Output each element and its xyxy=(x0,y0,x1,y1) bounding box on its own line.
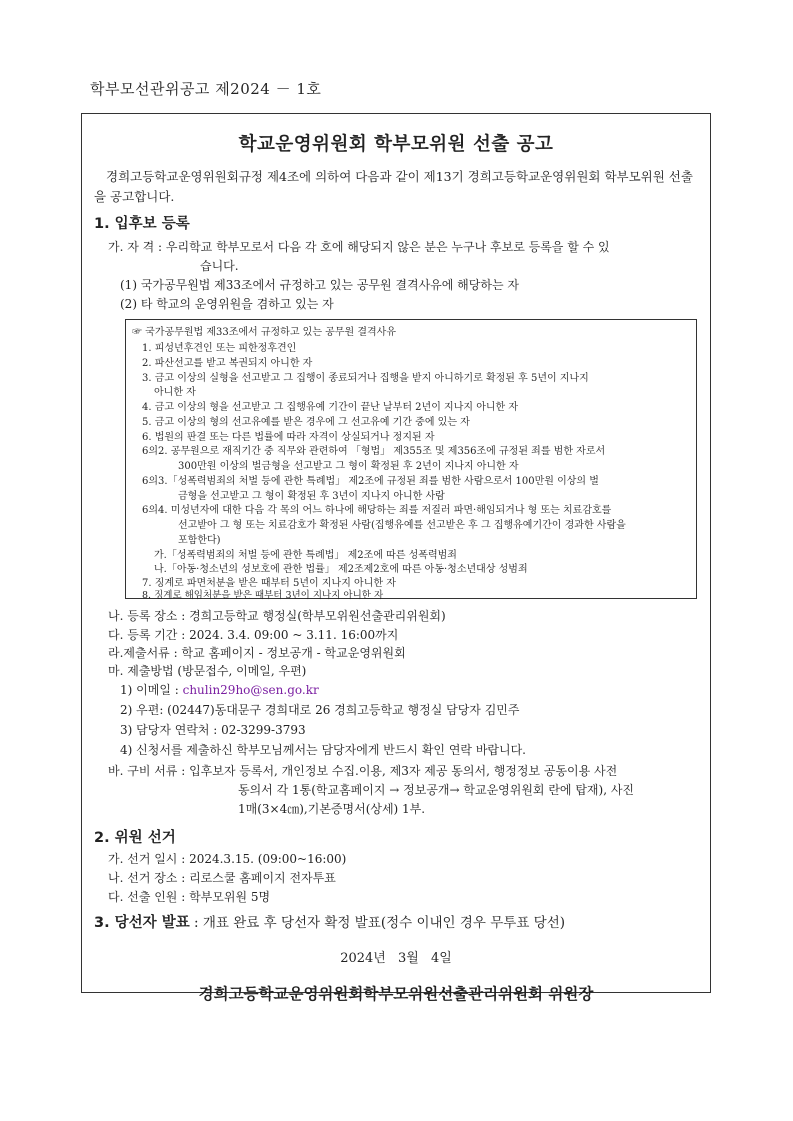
date-day: 4일 xyxy=(430,951,452,966)
box-line: 6. 법원의 판결 또는 다른 법률에 따라 자격이 상실되거나 정지된 자 xyxy=(142,432,435,443)
date-year: 2024년 xyxy=(340,951,386,966)
document-number: 학부모선관위공고 제2024 － 1호 xyxy=(90,80,322,98)
email-line xyxy=(120,681,319,698)
submission-documents: 라.제출서류 : 학교 홈페이지 - 정보공개 - 학교운영위원회 xyxy=(108,646,406,660)
announcement-date xyxy=(82,947,710,966)
intro-paragraph: 경희고등학교운영위원회규정 제4조에 의하여 다음과 같이 제13기 경희고등학교운영위원회 학부모위원 선출을 공고합니다. xyxy=(94,169,693,204)
required-documents-cont2: 1매(3×4㎝),기본증명서(상세) 1부. xyxy=(238,802,426,816)
box-line: 300만원 이상의 벌금형을 선고받고 그 형이 확정된 후 2년이 지나지 아니한 자 xyxy=(178,461,519,472)
box-line: 8. 징계로 해임처분을 받은 때부터 3년이 지나지 아니한 자 xyxy=(142,590,384,601)
box-line: 나.「아동·청소년의 성보호에 관한 법률」 제2조제2호에 따른 아동·청소년대상 성범죄 xyxy=(154,564,528,575)
box-line: 1. 피성년후견인 또는 피한정후견인 xyxy=(142,343,297,354)
qualification-item-1: (1) 국가공무원법 제33조에서 규정하고 있는 공무원 결격사유에 해당하는 자 xyxy=(120,278,519,292)
box-line: 아니한 자 xyxy=(154,387,196,398)
section3-text: : 개표 완료 후 당선자 확정 발표(정수 이내인 경우 무투표 당선) xyxy=(189,915,566,931)
section1-heading: 1. 입후보 등록 xyxy=(94,216,190,232)
box-line: 3. 금고 이상의 실형을 선고받고 그 집행이 종료되거나 집행을 받지 아니하기로 확정된 후 5년이 지나지 xyxy=(142,373,589,384)
box-line: 5. 금고 이상의 형의 선고유예를 받은 경우에 그 선고유예 기간 중에 있는 자 xyxy=(142,417,470,428)
qualification-item-2: (2) 타 학교의 운영위원을 겸하고 있는 자 xyxy=(120,297,334,311)
section3-heading: 3. 당선자 발표 xyxy=(94,915,190,931)
post-address: 2) 우편: (02447)동대문구 경희대로 26 경희고등학교 행정실 담당자 김민주 xyxy=(120,703,520,717)
registration-place: 나. 등록 장소 : 경희고등학교 행정실(학부모위원선출관리위원회) xyxy=(108,609,446,623)
disqualification-box xyxy=(125,319,697,599)
page-title: 학교운영위원회 학부모위원 선출 공고 xyxy=(238,134,554,155)
box-line: 선고받아 그 형 또는 치료감호가 확정된 사람(집행유예를 선고받은 후 그 집행유예기간이 경과한 사람을 xyxy=(178,520,626,531)
box-line: 포함한다) xyxy=(178,535,221,546)
committee-chair-signature: 경희고등학교운영위원회학부모위원선출관리위원회 위원장 xyxy=(198,985,594,1003)
box-line: 4. 금고 이상의 형을 선고받고 그 집행유예 기간이 끝난 날부터 2년이 지나지 아니한 자 xyxy=(142,402,519,413)
registration-period: 다. 등록 기간 : 2024. 3.4. 09:00 ~ 3.11. 16:00까지 xyxy=(108,628,399,642)
box-line: 7. 징계로 파면처분을 받은 때부터 5년이 지나지 아니한 자 xyxy=(142,578,396,589)
box-line: 6의4. 미성년자에 대한 다음 각 목의 어느 하나에 해당하는 죄를 저질러 파면·해임되거나 형 또는 치료감호를 xyxy=(142,505,612,516)
email-link[interactable]: chulin29ho@sen.go.kr xyxy=(182,683,319,697)
date-month: 3월 xyxy=(397,951,419,966)
election-place: 나. 선거 장소 : 리로스쿨 홈페이지 전자투표 xyxy=(108,871,336,885)
box-title: ☞ 국가공무원법 제33조에서 규정하고 있는 공무원 결격사유 xyxy=(132,327,396,338)
box-line: 가.「성폭력범죄의 처벌 등에 관한 특례법」 제2조에 따른 성폭력범죄 xyxy=(154,550,457,561)
announcement-frame xyxy=(81,113,711,1003)
required-documents-cont: 동의서 각 1통(학교홈페이지 → 정보공개→ 학교운영위원회 란에 탑재), 사진 xyxy=(238,783,635,797)
section2-heading: 2. 위원 선거 xyxy=(94,830,176,846)
contact-number: 3) 담당자 연락처 : 02-3299-3793 xyxy=(120,723,306,737)
box-line: 금형을 선고받고 그 형이 확정된 후 3년이 지나지 아니한 사람 xyxy=(178,491,445,502)
box-line: 2. 파산선고를 받고 복권되지 아니한 자 xyxy=(142,358,313,369)
election-number: 다. 선출 인원 : 학부모위원 5명 xyxy=(108,890,271,904)
election-date: 가. 선거 일시 : 2024.3.15. (09:00~16:00) xyxy=(108,852,347,866)
required-documents: 바. 구비 서류 : 입후보자 등록서, 개인정보 수집.이용, 제3자 제공 동의서, 행정정보 공동이용 사전 xyxy=(108,764,618,778)
submission-method: 마. 제출방법 (방문접수, 이메일, 우편) xyxy=(108,664,307,678)
qualification-line-cont: 습니다. xyxy=(200,259,239,273)
confirm-notice: 4) 신청서를 제출하신 학부모님께서는 담당자에게 반드시 확인 연락 바랍니다. xyxy=(120,743,527,757)
qualification-line: 가. 자 격 : 우리학교 학부모로서 다음 각 호에 해당되지 않은 분은 누구나 후보로 등록을 할 수 있 xyxy=(108,240,610,254)
section3-line xyxy=(94,911,565,932)
box-line: 6의3.「성폭력범죄의 처벌 등에 관한 특례법」 제2조에 규정된 죄를 범한 사람으로서 100만원 이상의 벌 xyxy=(142,476,599,487)
box-line: 6의2. 공무원으로 재직기간 중 직무와 관련하여 「형법」 제355조 및 제356조에 규정된 죄를 범한 자로서 xyxy=(142,446,606,457)
email-label: 1) 이메일 : xyxy=(120,683,183,697)
